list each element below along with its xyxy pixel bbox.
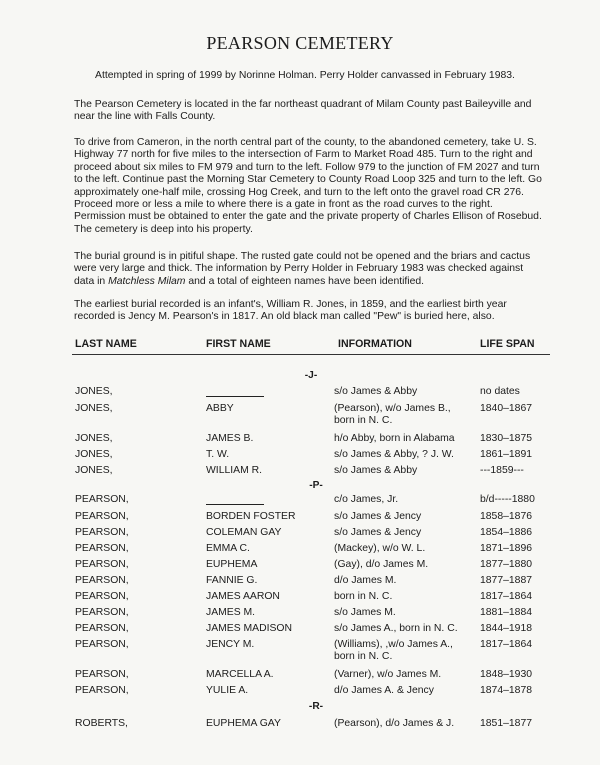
first-name-cell: BORDEN FOSTER: [206, 511, 296, 522]
info-cell: (Mackey), w/o W. L.: [334, 543, 426, 554]
first-name-cell: EUPHEMA: [206, 559, 258, 570]
last-name-cell: PEARSON,: [75, 511, 129, 522]
life-span-cell: b/d-----1880: [480, 494, 535, 505]
info-cell: born in N. C.: [334, 591, 393, 602]
info-cell: s/o James A., born in N. C.: [334, 623, 458, 634]
directions-paragraph: To drive from Cameron, in the north central part of the county, to the abandoned cemetery, take U. S. Highway 77 north for five miles to the intersection of Farm to Market Road 485. Turn to the right and proceed about six miles to FM 979 and turn to the left. Follow 979 to the junction of FM 2027 and turn to the left. Continue past the Morning Star Cemetery to County Road Loop 325 and turn to the left. Go approximately one-half mile, crossing Hog Creek, and turn to the left onto the gravel road CR 276. Proceed more or less a mile to where there is a gate in front as the road curves to the right. Permission must be obtained to enter the gate and the private property of Charles Ellison of Rosebud. The cemetery is deep into his property.: [74, 137, 542, 235]
life-span-cell: 1871–1896: [480, 543, 533, 554]
last-name-cell: PEARSON,: [75, 639, 129, 650]
col-life-span: LIFE SPAN: [480, 338, 535, 350]
first-name-cell: YULIE A.: [206, 685, 249, 696]
last-name-cell: PEARSON,: [75, 591, 129, 602]
info-cell: (Pearson), d/o James & J.: [334, 718, 455, 729]
life-span-cell: 1851–1877: [480, 718, 533, 729]
first-name-cell: MARCELLA A.: [206, 669, 274, 680]
last-name-cell: JONES,: [75, 465, 113, 476]
first-name-cell: FANNIE G.: [206, 575, 258, 586]
info-cell: s/o James & Jency: [334, 511, 422, 522]
first-name-cell: EUPHEMA GAY: [206, 718, 281, 729]
life-span-cell: 1854–1886: [480, 527, 533, 538]
first-name-cell: JAMES B.: [206, 433, 254, 444]
info-cell: d/o James A. & Jency: [334, 685, 434, 696]
life-span-cell: 1861–1891: [480, 449, 533, 460]
table-header: [0, 338, 600, 352]
col-information: INFORMATION: [338, 338, 412, 350]
info-cell: d/o James M.: [334, 575, 397, 586]
info-cell: s/o James & Abby: [334, 465, 418, 476]
info-cell: (Varner), w/o James M.: [334, 669, 442, 680]
last-name-cell: PEARSON,: [75, 607, 129, 618]
first-name-cell: ABBY: [206, 403, 234, 414]
first-name-cell: COLEMAN GAY: [206, 527, 282, 538]
condition-text-a: The burial ground is in pitiful shape. The rusted gate could not be opened and the briars and cactus were very large and thick. The information by Perry Holder in February 1983 was checked against data in: [74, 251, 531, 287]
earliest-paragraph: The earliest burial recorded is an infant's, William R. Jones, in 1859, and the earliest birth year recorded is Jency M. Pearson's in 1817. An old black man called "Pew" is buried here, also.: [74, 299, 507, 323]
life-span-cell: 1817–1864: [480, 591, 533, 602]
last-name-cell: PEARSON,: [75, 685, 129, 696]
condition-text-b: and a total of eighteen names have been identified.: [185, 275, 425, 287]
intro-paragraph: Attempted in spring of 1999 by Norinne Holman. Perry Holder canvassed in February 1983.: [95, 70, 515, 81]
section-j: -J-: [304, 370, 318, 381]
location-paragraph: The Pearson Cemetery is located in the far northeast quadrant of Milam County past Baileyville and near the line with Falls County.: [74, 99, 532, 123]
blank-name-line: [206, 494, 264, 505]
first-name-cell: EMMA C.: [206, 543, 250, 554]
condition-paragraph: [74, 251, 544, 288]
section-p: -P-: [309, 480, 323, 491]
life-span-cell: 1881–1884: [480, 607, 533, 618]
col-last-name: LAST NAME: [75, 338, 137, 350]
last-name-cell: PEARSON,: [75, 575, 129, 586]
life-span-cell: 1844–1918: [480, 623, 533, 634]
first-name-cell: JAMES AARON: [206, 591, 280, 602]
info-cell: (Pearson), w/o James B., born in N. C.: [334, 403, 451, 426]
info-cell: h/o Abby, born in Alabama: [334, 433, 455, 444]
info-cell: s/o James & Abby, ? J. W.: [334, 449, 454, 460]
life-span-cell: 1858–1876: [480, 511, 533, 522]
life-span-cell: 1830–1875: [480, 433, 533, 444]
info-cell: (Gay), d/o James M.: [334, 559, 429, 570]
page-title: PEARSON CEMETERY: [206, 33, 394, 53]
section-r: -R-: [308, 701, 324, 712]
info-cell: s/o James & Abby: [334, 386, 418, 397]
first-name-cell: WILLIAM R.: [206, 465, 263, 476]
last-name-cell: PEARSON,: [75, 559, 129, 570]
info-cell: s/o James M.: [334, 607, 396, 618]
last-name-cell: PEARSON,: [75, 669, 129, 680]
life-span-cell: ---1859---: [480, 465, 524, 476]
last-name-cell: PEARSON,: [75, 543, 129, 554]
last-name-cell: JONES,: [75, 449, 113, 460]
life-span-cell: 1848–1930: [480, 669, 533, 680]
first-name-cell: JENCY M.: [206, 639, 255, 650]
col-first-name: FIRST NAME: [206, 338, 271, 350]
life-span-cell: 1877–1880: [480, 559, 533, 570]
first-name-cell: JAMES MADISON: [206, 623, 293, 634]
last-name-cell: JONES,: [75, 433, 113, 444]
book-title: Matchless Milam: [108, 275, 186, 287]
last-name-cell: JONES,: [75, 403, 113, 414]
last-name-cell: JONES,: [75, 386, 113, 397]
first-name-cell: T. W.: [206, 449, 230, 460]
life-span-cell: 1817–1864: [480, 639, 533, 650]
life-span-cell: 1877–1887: [480, 575, 533, 586]
last-name-cell: ROBERTS,: [75, 718, 128, 729]
first-name-cell: JAMES M.: [206, 607, 256, 618]
info-cell: s/o James & Jency: [334, 527, 422, 538]
header-divider: [72, 354, 550, 355]
last-name-cell: PEARSON,: [75, 527, 129, 538]
life-span-cell: 1874–1878: [480, 685, 533, 696]
info-cell: (Williams), ,w/o James A., born in N. C.: [334, 639, 453, 662]
last-name-cell: PEARSON,: [75, 494, 129, 505]
info-cell: c/o James, Jr.: [334, 494, 399, 505]
blank-name-line: [206, 386, 264, 397]
life-span-cell: no dates: [480, 386, 520, 397]
last-name-cell: PEARSON,: [75, 623, 129, 634]
life-span-cell: 1840–1867: [480, 403, 533, 414]
